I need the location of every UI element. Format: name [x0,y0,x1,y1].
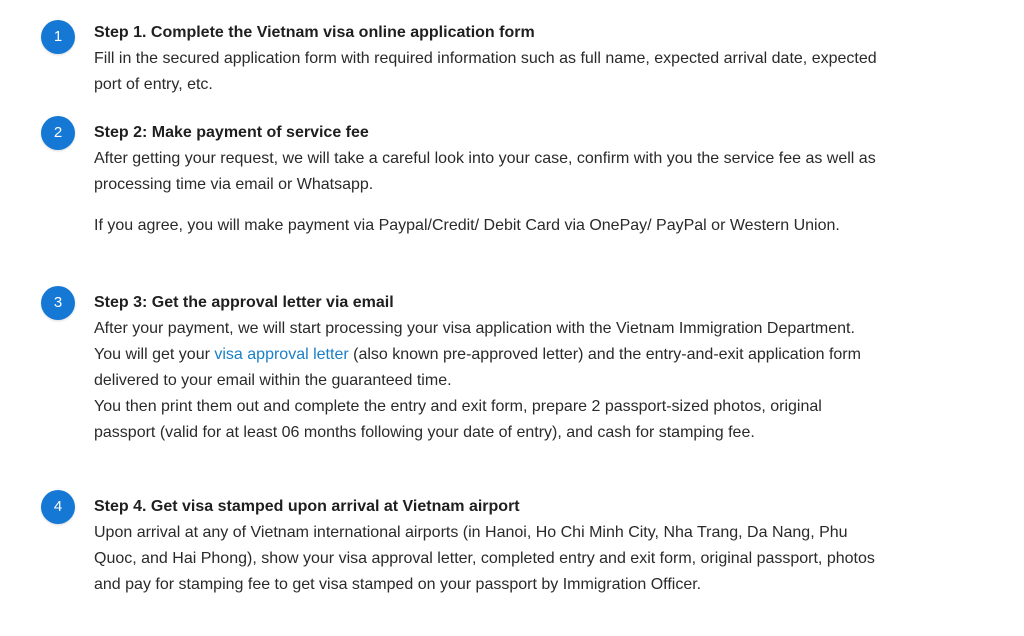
step-number-badge: 2 [41,116,75,150]
step-text: After your payment, we will start processing your visa application with the Vietnam Immigration Department. You will get your [94,320,855,363]
step-title: Step 3: Get the approval letter via email [94,294,394,311]
step-number-badge: 3 [41,286,75,320]
step-content [94,20,884,98]
step-title: Step 4. Get visa stamped upon arrival at Vietnam airport [94,498,520,515]
step-description: If you agree, you will make payment via Paypal/Credit/ Debit Card via OnePay/ PayPal or Western Union. [94,217,840,234]
step-title: Step 2: Make payment of service fee [94,124,369,141]
step-description: After getting your request, we will take a careful look into your case, confirm with you the service fee as well as processing time via email or Whatsapp. [94,150,876,193]
step-description: You then print them out and complete the entry and exit form, prepare 2 passport-sized photos, original passport (valid for at least 06 months following your date of entry), and cash for stamping fee. [94,398,822,441]
step-description [94,316,884,394]
step-content [94,290,884,446]
visa-approval-letter-link[interactable]: visa approval letter [214,346,349,363]
step-content [94,120,884,239]
step-number-badge: 4 [41,490,75,524]
step-description: Upon arrival at any of Vietnam international airports (in Hanoi, Ho Chi Minh City, Nha Trang, Da Nang, Phu Quoc, and Hai Phong), show your visa approval letter, completed entry and exit form, original passport, photos and pay for stamping fee to get visa stamped on your passport by Immigration Officer. [94,524,875,593]
step-text: (also known pre-approved letter) and the entry-and-exit application form delivered to your email within the guaranteed time. [94,346,861,389]
step-description: Fill in the secured application form with required information such as full name, expected arrival date, expected port of entry, etc. [94,50,877,93]
step-number-badge: 1 [41,20,75,54]
step-content [94,494,884,598]
step-title: Step 1. Complete the Vietnam visa online application form [94,24,535,41]
